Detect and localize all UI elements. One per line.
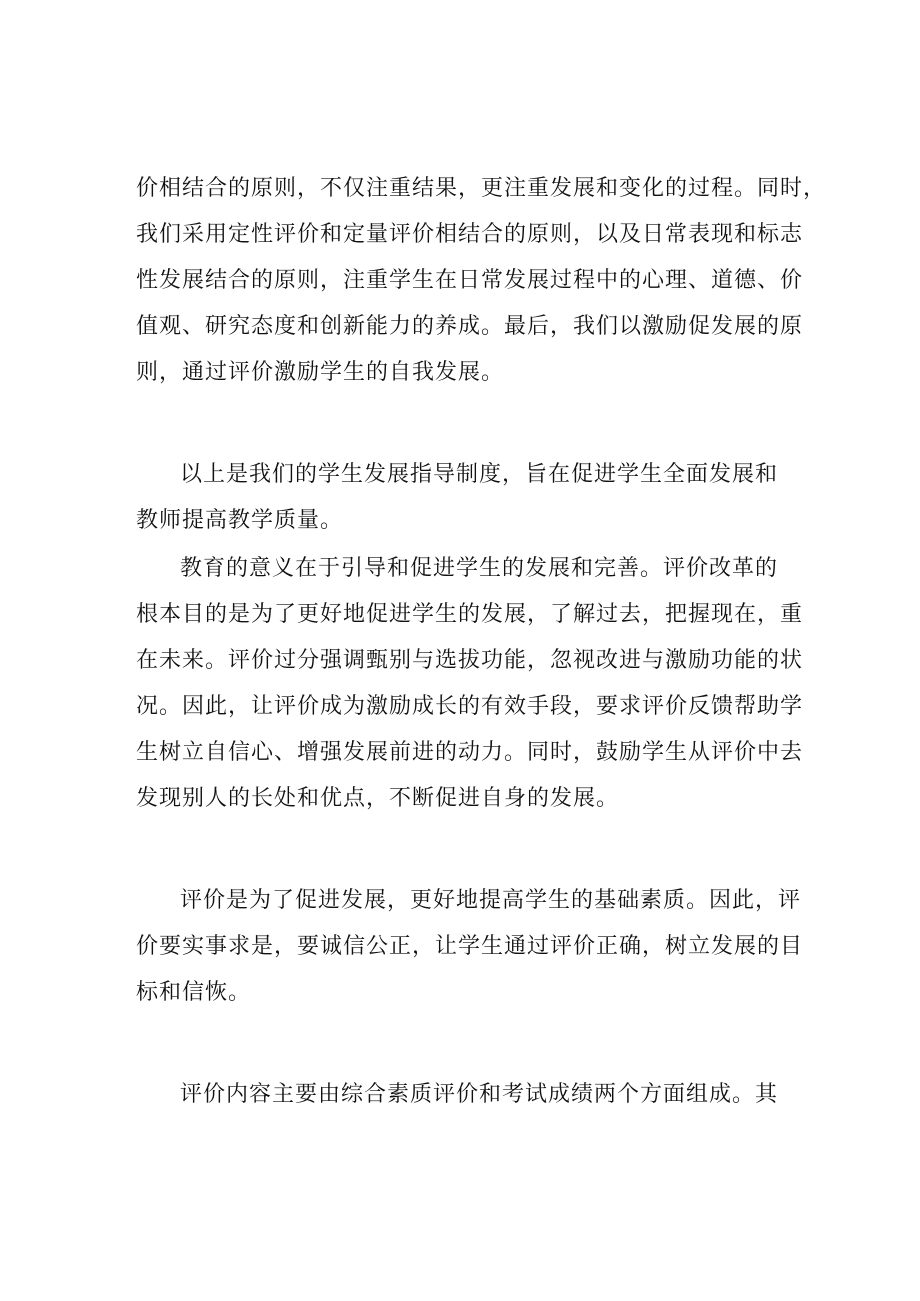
text-line: 我们采用定性评价和定量评价相结合的原则，以及日常表现和标志: [136, 222, 804, 247]
text-line: 生树立自信心、增强发展前进的动力。同时，鼓励学生从评价中去: [136, 740, 804, 765]
text-line: 以上是我们的学生发展指导制度，旨在促进学生全面发展和: [180, 462, 779, 487]
text-line: 标和信恢。: [136, 980, 252, 1005]
text-line: 则，通过评价激励学生的自我发展。: [136, 360, 505, 385]
text-line: 评价是为了促进发展，更好地提高学生的基础素质。因此，评: [180, 888, 802, 913]
text-line: 况。因此，让评价成为激励成长的有效手段，要求评价反馈帮助学: [136, 694, 804, 719]
text-line: 价相结合的原则，不仅注重结果，更注重发展和变化的过程。同时，: [136, 176, 827, 201]
text-line: 教师提高教学质量。: [136, 508, 344, 533]
text-line: 教育的意义在于引导和促进学生的发展和完善。评价改革的: [180, 556, 779, 581]
text-line: 在未来。评价过分强调甄别与选拔功能，忽视改进与激励功能的状: [136, 648, 804, 673]
text-line: 根本目的是为了更好地促进学生的发展，了解过去，把握现在，重: [136, 602, 804, 627]
text-line: 值观、研究态度和创新能力的养成。最后，我们以激励促发展的原: [136, 314, 804, 339]
text-line: 性发展结合的原则，注重学生在日常发展过程中的心理、道德、价: [136, 268, 804, 293]
text-line: 评价内容主要由综合素质评价和考试成绩两个方面组成。其: [180, 1082, 779, 1107]
text-line: 价要实事求是，要诚信公正，让学生通过评价正确，树立发展的目: [136, 934, 804, 959]
text-line: 发现别人的长处和优点，不断促进自身的发展。: [136, 786, 620, 811]
